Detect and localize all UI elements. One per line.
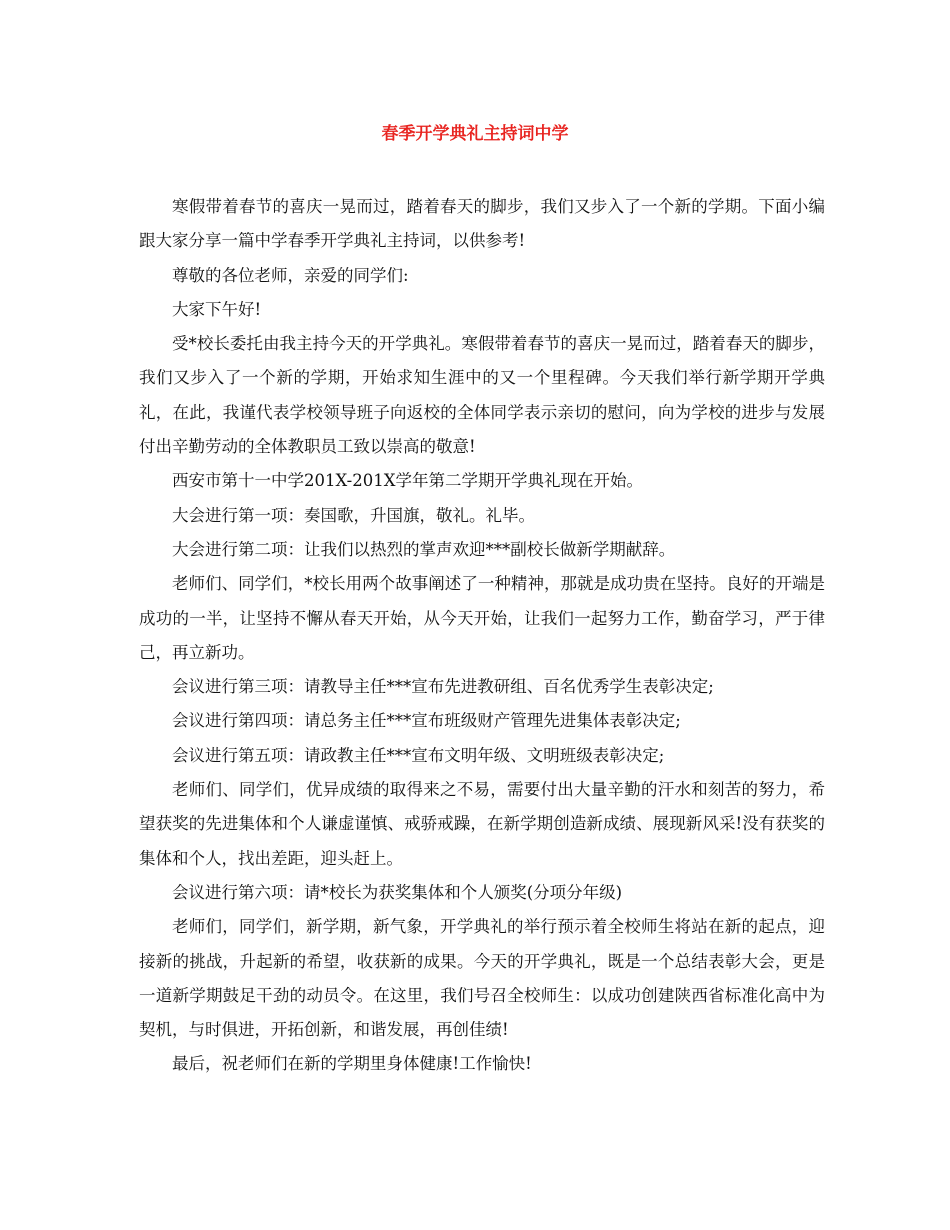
document-title: 春季开学典礼主持词中学 — [381, 124, 569, 144]
paragraph-opening: 受*校长委托由我主持今天的开学典礼。寒假带着春节的喜庆一晃而过，踏着春天的脚步，我们又步入了一个新的学期，开始求知生涯中的又一个里程碑。今天我们举行新学期开学典礼，在此，我谨代表学校领导班子向返校的全体同学表示亲切的慰问，向为学校的进步与发展付出辛勤劳动的全体教职员工致以崇高的敬意! — [139, 334, 825, 457]
paragraph-achievement: 老师们、同学们，优异成绩的取得来之不易，需要付出大量辛勤的汗水和刻苦的努力，希望获奖的先进集体和个人谦虚谨慎、戒骄戒躁，在新学期创造新成绩、展现新风采!没有获奖的集体和个人，找出差距，迎头赶上。 — [139, 780, 825, 868]
document-body — [139, 190, 825, 1082]
paragraph-item-1: 大会进行第一项：奏国歌，升国旗，敬礼。礼毕。 — [172, 505, 535, 525]
paragraph-intro: 寒假带着春节的喜庆一晃而过，踏着春天的脚步，我们又步入了一个新的学期。下面小编跟大家分享一篇中学春季开学典礼主持词，以供参考! — [139, 197, 825, 251]
paragraph-new-semester: 老师们，同学们，新学期，新气象，开学典礼的举行预示着全校师生将站在新的起点，迎接新的挑战，升起新的希望，收获新的成果。今天的开学典礼，既是一个总结表彰大会，更是一道新学期鼓足干劲的动员令。在这里，我们号召全校师生：以成功创建陕西省标准化高中为契机，与时俱进，开拓创新，和谐发展，再创佳绩! — [139, 917, 825, 1040]
paragraph-item-2: 大会进行第二项：让我们以热烈的掌声欢迎***副校长做新学期献辞。 — [172, 539, 676, 559]
paragraph-greeting: 大家下午好! — [172, 299, 262, 319]
paragraph-item-3: 会议进行第三项：请教导主任***宣布先进教研组、百名优秀学生表彰决定; — [172, 677, 714, 697]
paragraph-closing: 最后，祝老师们在新的学期里身体健康!工作愉快! — [172, 1054, 532, 1074]
paragraph-persistence: 老师们、同学们，*校长用两个故事阐述了一种精神，那就是成功贵在坚持。良好的开端是成功的一半，让坚持不懈从春天开始，从今天开始，让我们一起努力工作，勤奋学习，严于律己，再立新功。 — [139, 574, 825, 662]
paragraph-item-5: 会议进行第五项：请政教主任***宣布文明年级、文明班级表彰决定; — [172, 745, 665, 765]
paragraph-salutation: 尊敬的各位老师，亲爱的同学们: — [172, 265, 409, 285]
paragraph-item-6: 会议进行第六项：请*校长为获奖集体和个人颁奖(分项分年级) — [172, 882, 623, 902]
paragraph-item-4: 会议进行第四项：请总务主任***宣布班级财产管理先进集体表彰决定; — [172, 711, 681, 731]
paragraph-start: 西安市第十一中学201X-201X学年第二学期开学典礼现在开始。 — [172, 471, 643, 491]
